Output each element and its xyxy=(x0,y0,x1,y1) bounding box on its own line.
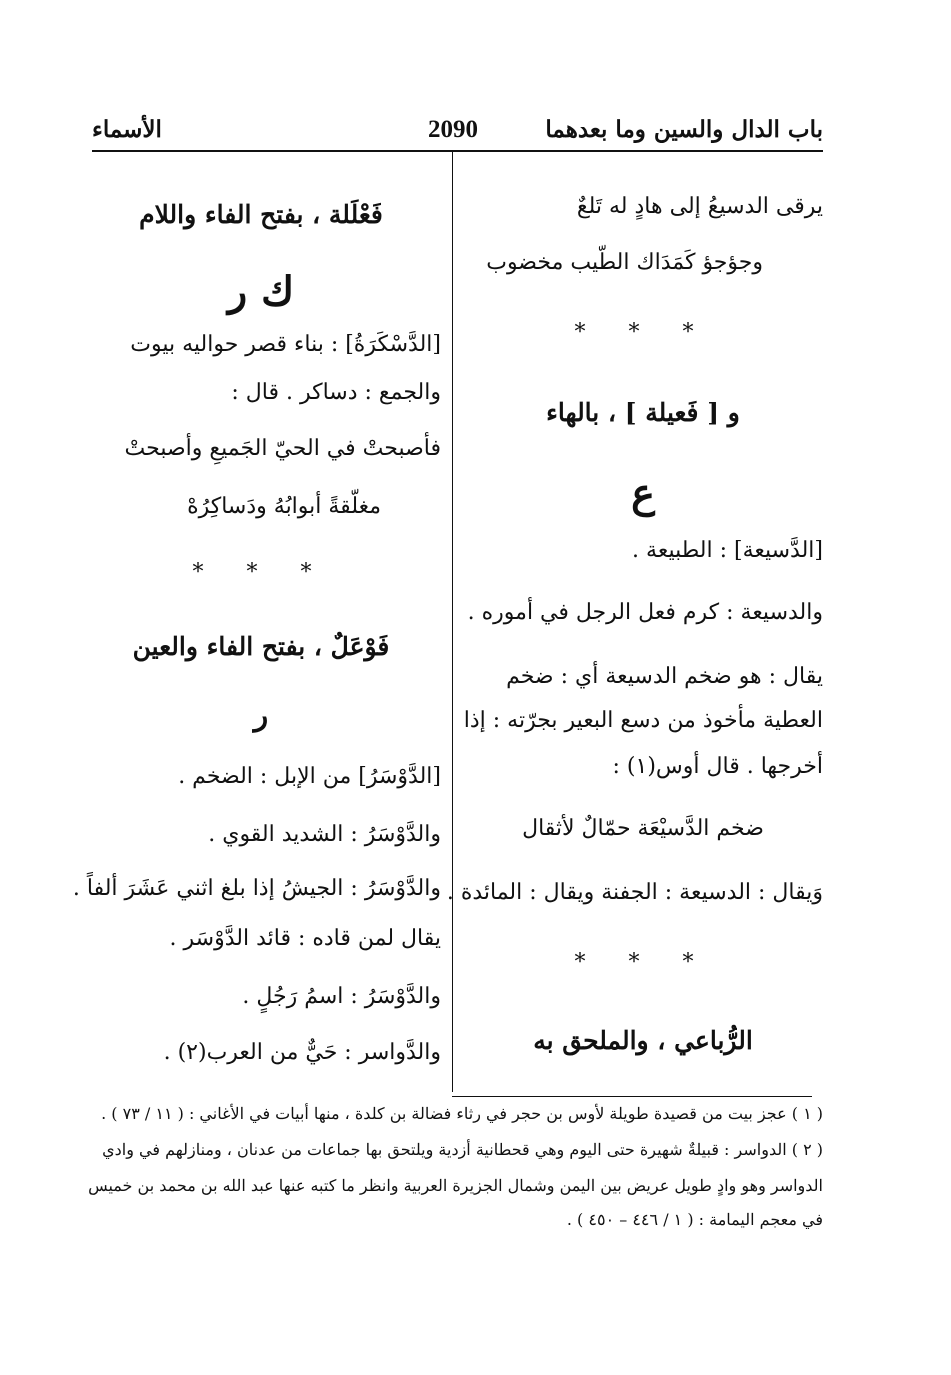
section-separator: * * * xyxy=(574,950,712,975)
entry-line: [الدَّسيعة] : الطبيعة . xyxy=(632,538,823,563)
entry-line: والدَّوْسَرُ : اسمُ رَجُلٍ . xyxy=(242,984,441,1009)
entry-line: والدَّواسر : حَيٌّ من العرب(٢) . xyxy=(163,1040,441,1065)
footnote-line: الدواسر وهو وادٍ طويل عريض بين اليمن وشمال الجزيرة العربية وانظر ما كتبه عنها عبد الله بن محمد بن خميس xyxy=(88,1176,823,1195)
entry-line: يقال : هو ضخم الدسيعة أي : ضخم xyxy=(506,664,823,689)
root-letter: ع xyxy=(631,470,655,517)
entry-line: العطية مأخوذ من دسع البعير بجرّته : إذا xyxy=(463,708,823,733)
entry-line: والدَّوْسَرُ : الجيشُ إذا بلغ اثني عَشَرَ ألفاً . xyxy=(72,876,441,901)
footnote-line: في معجم اليمامة : ( ١ / ٤٤٦ – ٤٥٠ ) . xyxy=(566,1210,823,1229)
entry-line: [الدَّوْسَرُ] من الإبل : الضخم . xyxy=(178,764,441,789)
footnote-rule xyxy=(452,1096,812,1097)
verse-line: مغلّقةً أبوابُهُ ودَساكِرُهْ xyxy=(187,494,381,519)
verse-line: يرقى الدسيعُ إلى هادٍ له تَلعٌ xyxy=(576,194,823,219)
root-letter: ر xyxy=(253,698,269,733)
header-rule xyxy=(92,150,823,152)
entry-line: والدسيعة : كرم فعل الرجل في أموره . xyxy=(467,600,823,625)
entry-line: [الدَّسْكَرَةُ] : بناء قصر حواليه بيوت xyxy=(130,332,441,357)
entry-line: يقال لمن قاده : قائد الدَّوْسَر . xyxy=(169,926,441,951)
entry-line: والدَّوْسَرُ : الشديد القوي . xyxy=(208,822,441,847)
section-separator: * * * xyxy=(574,320,712,345)
section-heading: فَعْلَلة ، بفتح الفاء واللام xyxy=(139,200,383,229)
entry-line: أخرجها . قال أوس(١) : xyxy=(612,754,823,779)
section-separator: * * * xyxy=(192,560,330,585)
footnote: ( ٢ ) الدواسر : قبيلةٌ شهيرة حتى اليوم وهي قحطانية أزدية ويلتحق بها جماعات من عدنان ، ومنازلهم في وادي xyxy=(102,1140,823,1159)
verse-line: وجؤجؤ كَمَدَاك الطّيب مخضوب xyxy=(486,250,763,275)
root-letters: ك ر xyxy=(227,268,295,315)
page-number: 2090 xyxy=(428,116,478,143)
section-heading: و [ فَعيلة ] ، بالهاء xyxy=(546,398,740,427)
section-heading: فَوْعَلٌ ، بفتح الفاء والعين xyxy=(132,632,390,661)
verse-line: ضخم الدَّسيْعَة حمّالٌ لأثقال xyxy=(522,816,764,841)
footnote: ( ١ ) عجز بيت من قصيدة طويلة لأوس بن حجر في رثاء فضالة بن كلدة ، منها أبيات في الأغاني : ( ١١ / ٧٣ ) . xyxy=(101,1104,823,1123)
section-title: الأسماء xyxy=(92,116,162,143)
entry-line: وَيقال : الدسيعة : الجفنة ويقال : المائدة . xyxy=(446,880,823,905)
section-heading: الرُّباعي ، والملحق به xyxy=(533,1026,753,1055)
column-divider xyxy=(452,152,453,1092)
verse-line: فأصبحتْ في الحيّ الجَميعِ وأصبحتْ xyxy=(124,436,441,461)
entry-line: والجمع : دساكر . قال : xyxy=(231,380,441,405)
chapter-title: باب الدال والسين وما بعدهما xyxy=(545,116,823,143)
